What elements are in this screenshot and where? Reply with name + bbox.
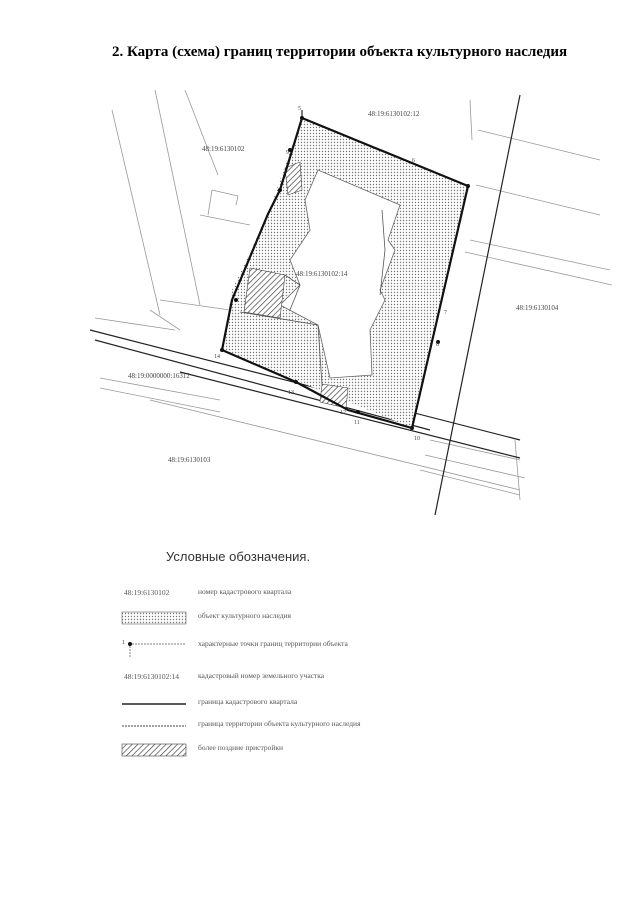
boundary-point-swatch bbox=[118, 637, 190, 659]
legend-item bbox=[118, 695, 518, 713]
cadastral-number: 48:19:0000000:16312 bbox=[128, 372, 190, 380]
cadastral-number: 48:19:6130102:14 bbox=[296, 270, 348, 278]
legend-text: более поздние пристройки bbox=[198, 743, 284, 752]
legend-item bbox=[118, 585, 518, 603]
legend-code: 48:19:6130102 bbox=[124, 588, 170, 597]
legend-code: 48:19:6130102:14 bbox=[124, 672, 180, 681]
cadastral-number: 48:19:6130102:12 bbox=[368, 110, 420, 118]
boundary-point bbox=[220, 348, 224, 352]
boundary-point bbox=[356, 410, 360, 414]
legend-text: объект культурного наследия bbox=[198, 611, 291, 620]
legend-text: граница территории объекта культурного наследия bbox=[198, 719, 361, 728]
cadastral-number: 48:19:6130104 bbox=[516, 304, 559, 312]
cadastral-map bbox=[0, 80, 640, 520]
legend-item bbox=[118, 669, 518, 687]
legend-text: кадастровый номер земельного участка bbox=[198, 671, 325, 680]
cadastral-number: 48:19:6130103 bbox=[168, 456, 211, 464]
point-label: 6 bbox=[412, 158, 415, 164]
point-label: 5 bbox=[298, 106, 301, 112]
cadastral-number: 48:19:6130102 bbox=[202, 145, 245, 153]
page-title: 2. Карта (схема) границ территории объекта культурного наследия bbox=[112, 44, 568, 60]
point-label: 12 bbox=[340, 410, 346, 416]
legend-item bbox=[118, 609, 518, 627]
legend-text: граница кадастрового квартала bbox=[198, 697, 298, 706]
legend-title: Условные обозначения. bbox=[166, 549, 311, 564]
quarter-boundary-swatch bbox=[118, 695, 190, 713]
point-label: 10 bbox=[414, 436, 420, 442]
point-label: 14 bbox=[214, 354, 220, 360]
boundary-point bbox=[278, 188, 282, 192]
boundary-point bbox=[410, 426, 414, 430]
dotted-fill-swatch bbox=[118, 609, 190, 627]
legend-item bbox=[118, 741, 518, 759]
point-label: 7 bbox=[444, 310, 447, 316]
legend-text: номер кадастрового квартала bbox=[198, 587, 292, 596]
legend-text: характерные точки границ территории объекта bbox=[198, 639, 348, 648]
svg-text:1: 1 bbox=[122, 640, 125, 646]
point-label: 13 bbox=[288, 390, 294, 396]
boundary-point bbox=[466, 184, 470, 188]
legend-item bbox=[118, 637, 518, 659]
point-label: 11 bbox=[354, 420, 360, 426]
boundary-point bbox=[300, 116, 304, 120]
legend-item bbox=[118, 717, 518, 735]
territory-boundary-swatch bbox=[118, 717, 190, 735]
point-label: 8 bbox=[436, 342, 439, 348]
boundary-point bbox=[294, 380, 298, 384]
point-label: 9 bbox=[286, 150, 289, 156]
hatched-swatch bbox=[118, 741, 190, 759]
boundary-point bbox=[234, 298, 238, 302]
later-addition bbox=[244, 268, 285, 318]
